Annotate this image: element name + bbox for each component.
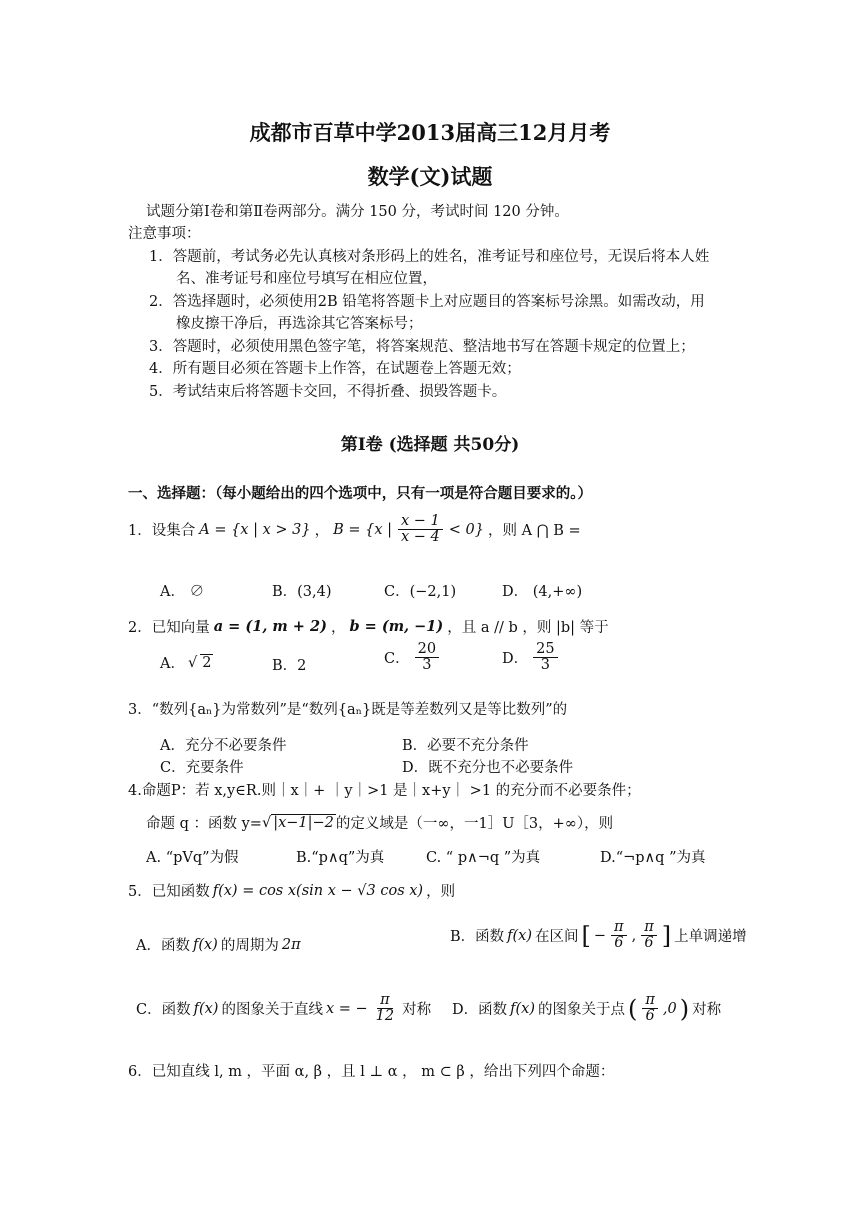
q2-vector-a: a = (1, m + 2) — [213, 618, 327, 635]
q5-option-d-zero: ,0 — [662, 1000, 677, 1017]
q2-option-b: B．2 — [272, 658, 307, 674]
part-label: 一、选择题：（每小题给出的四个选项中，只有一项是符合题目要求的。） — [128, 485, 592, 502]
notice-item-1-cont: 名、准考证号和座位号填写在相应位置， — [176, 271, 437, 287]
q5-option-a-value: 2π — [281, 936, 301, 953]
q2-option-d-label: D． — [502, 651, 529, 668]
q5-option-b-frac-2 — [641, 920, 657, 951]
q5-option-d-post: 对称 — [692, 1002, 722, 1019]
q1-set-b-pre: B = {x | — [333, 521, 392, 538]
notice-item-3: 3．答题时，必须使用黑色签字笔，将答案规范、整洁地书写在答题卡规定的位置上； — [149, 339, 695, 355]
q5-option-c-mid: 的图象关于直线 — [221, 1002, 323, 1019]
question-4: 4.命题P：若 x,y∈R.则｜x｜+ ｜y｜>1 是｜x+y｜ >1 的充分而不必要条件； — [128, 783, 641, 799]
q3-option-c: C．充要条件 — [160, 760, 244, 776]
intro-line: 试题分第Ⅰ卷和第Ⅱ卷两部分。满分 150 分，考试时间 120 分钟。 — [146, 204, 569, 220]
notice-item-2: 2．答选择题时，必须使用2B 铅笔将答题卡上对应题目的答案标号涂黑。如需改动，用 — [149, 294, 705, 310]
notice-item-1: 1．答题前，考试务必先认真核对条形码上的姓名，准考证号和座位号，无误后将本人姓 — [149, 249, 710, 265]
q3-option-d: D．既不充分也不必要条件 — [402, 760, 574, 776]
q4-sqrt-content: |x−1|−2 — [273, 815, 334, 831]
q5-option-a — [136, 934, 301, 955]
q1-set-a: A = {x | x > 3} — [199, 521, 311, 538]
question-5 — [128, 880, 455, 901]
q5-option-a-fx: f(x) — [192, 936, 218, 953]
q5-option-d-num: π — [642, 993, 658, 1009]
question-3: 3．“数列{aₙ}为常数列”是“数列{aₙ}既是等差数列又是等比数列”的 — [128, 702, 568, 718]
q2-option-d-num: 25 — [533, 642, 557, 658]
q5-option-c-pre: C．函数 — [136, 1002, 191, 1019]
q5-option-b-comma: , — [631, 927, 637, 944]
q5-option-b-mid: 在区间 — [535, 929, 579, 946]
q2-option-a-value: 2 — [202, 655, 212, 671]
q2-option-c-den: 3 — [422, 657, 432, 674]
q5-option-d-right-paren: ) — [679, 994, 690, 1023]
q5-option-b-minus: − — [593, 927, 607, 944]
q2-option-c-num: 20 — [415, 642, 439, 658]
q1-sep: ， — [314, 523, 330, 540]
q5-option-b-left-bracket: [ — [581, 921, 591, 950]
question-2 — [128, 616, 609, 637]
q5-option-b-post: 上单调递增 — [674, 929, 747, 946]
q5-option-b-frac-1 — [611, 920, 627, 951]
q5-option-b-right-bracket: ] — [661, 921, 672, 950]
q5-option-b-pre: B．函数 — [450, 929, 505, 946]
q5-option-d — [452, 993, 721, 1024]
q5-stem-post: ，则 — [426, 884, 456, 900]
q2-vector-b: b = (m, −1) — [349, 618, 444, 635]
q5-option-a-pre: A．函数 — [136, 938, 190, 954]
q5-option-d-fraction — [642, 993, 658, 1024]
q5-option-d-fx: f(x) — [510, 1000, 535, 1017]
q2-option-d-fraction — [533, 642, 557, 673]
q4-proposition-q — [146, 812, 613, 833]
q2-option-c — [384, 642, 441, 673]
q2-option-a-label: A． — [160, 656, 185, 672]
q4-line2-post: 的定义域是（一∞，一1］U［3，+∞），则 — [335, 816, 614, 832]
q5-option-d-pre: D．函数 — [452, 1002, 508, 1019]
q2-option-c-fraction — [415, 642, 439, 673]
q1-option-d: D． (4,+∞) — [502, 584, 583, 600]
q2-sep: ， — [330, 620, 346, 636]
q1-option-a: A． ∅ — [160, 584, 205, 600]
q5-option-c-fraction — [373, 993, 397, 1024]
q2-option-a — [160, 652, 213, 673]
q2-sqrt-sign: √ — [187, 654, 198, 671]
q5-option-c-num: π — [377, 993, 393, 1009]
q5-option-c-post: 对称 — [402, 1002, 432, 1019]
q4-line2-pre: 命题 q ：函数 y= — [146, 816, 262, 832]
q5-option-d-left-paren: ( — [628, 994, 638, 1023]
q5-option-c — [136, 993, 431, 1024]
q5-option-b-fx: f(x) — [507, 927, 533, 944]
q4-option-a: A. “pVq”为假 — [146, 850, 239, 866]
question-1 — [128, 514, 581, 545]
exam-title: 成都市百草中学2013届高三12月月考 — [249, 120, 611, 145]
q1-fraction — [398, 514, 443, 545]
q2-option-d-den: 3 — [540, 657, 550, 674]
section-title: 第Ⅰ卷 (选择题 共50分) — [340, 435, 520, 455]
q3-option-b: B．必要不充分条件 — [402, 738, 529, 754]
q4-sqrt-sign: √ — [261, 814, 272, 831]
q1-lead: 1．设集合 — [128, 523, 196, 540]
q5-option-c-fx: f(x) — [193, 1000, 219, 1017]
q4-option-c: C. “ p∧¬q ”为真 — [426, 850, 541, 866]
notice-item-5: 5．考试结束后将答题卡交回，不得折叠、损毁答题卡。 — [149, 384, 507, 400]
q5-option-b-den-1: 6 — [614, 935, 624, 952]
q5-option-a-mid: 的周期为 — [220, 938, 279, 954]
notice-item-2-cont: 橡皮擦干净后，再选涂其它答案标号； — [176, 316, 423, 332]
q1-option-b: B．(3,4) — [272, 584, 332, 600]
q3-option-a: A．充分不必要条件 — [160, 738, 287, 754]
q2-lead: 2．已知向量 — [128, 620, 210, 636]
q5-option-b-den-2: 6 — [644, 935, 654, 952]
q1-frac-num: x − 1 — [398, 514, 443, 530]
q2-option-d — [502, 642, 560, 673]
q5-function: f(x) = cos x(sin x − √3 cos x) — [212, 882, 424, 899]
exam-subtitle: 数学(文)试题 — [367, 164, 493, 189]
q4-option-b: B.“p∧q”为真 — [296, 850, 385, 866]
q2-option-c-label: C． — [384, 651, 410, 668]
q5-option-c-den: 12 — [375, 1008, 395, 1025]
q5-option-d-den: 6 — [645, 1008, 655, 1025]
q5-option-b-num-1: π — [611, 920, 627, 936]
notice-item-4: 4．所有题目必须在答题卡上作答，在试题卷上答题无效； — [149, 361, 521, 377]
q5-option-b-num-2: π — [641, 920, 657, 936]
q1-set-b-post: < 0} — [448, 521, 484, 538]
q5-option-b — [450, 920, 747, 951]
notice-label: 注意事项： — [128, 226, 201, 242]
question-6: 6．已知直线 l, m ，平面 α, β ，且 l ⊥ α ， m ⊂ β ，给出下列四个命题： — [128, 1064, 615, 1080]
q4-option-d: D.“¬p∧q ”为真 — [600, 850, 706, 866]
q1-frac-den: x − 4 — [401, 529, 440, 546]
q5-option-c-eq: x = − — [325, 1000, 368, 1017]
q5-option-d-mid: 的图象关于点 — [538, 1002, 625, 1019]
q5-stem-pre: 5．已知函数 — [128, 884, 210, 900]
q1-option-c: C．(−2,1) — [384, 584, 457, 600]
q2-tail: ，且 a // b ，则 |b| 等于 — [447, 620, 609, 636]
q1-tail: ，则 A ⋂ B = — [488, 523, 581, 540]
